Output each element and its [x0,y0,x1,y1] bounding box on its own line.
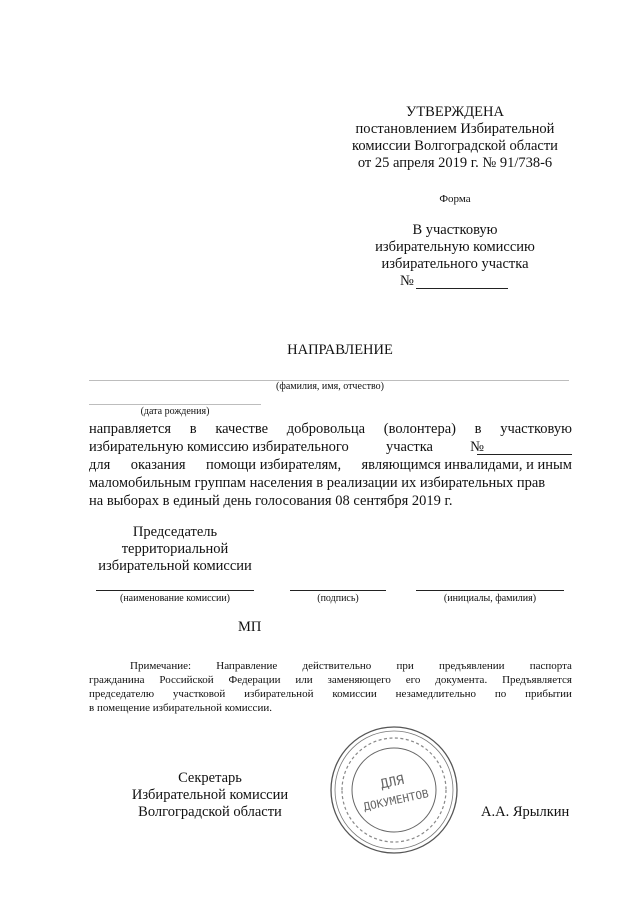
initials-caption: (инициалы, фамилия) [443,593,537,604]
signature-caption: (подпись) [317,593,359,604]
note-word: при [396,660,414,672]
secretary-line1: Секретарь [178,770,242,786]
signature-line [290,590,386,591]
birth-date-line [89,404,261,405]
addressee-line1: В участковую [412,222,498,238]
note-word: его [405,674,421,686]
secretary-line3: Волгоградской области [138,804,282,820]
commission-name-line [96,590,254,591]
body-word: № [470,439,484,455]
body-line5: на выборах в единый день голосования 08 сентября 2019 г. [89,493,453,509]
body-word: добровольца [286,421,366,437]
birth-date-caption: (дата рождения) [140,406,210,417]
body-word: в [189,421,197,437]
body-line1 [89,421,572,438]
chairman-line2: территориальной [121,541,229,557]
note-line2 [89,674,572,687]
note-word: предъявлении [438,660,505,672]
stamp-text-1: ДЛЯ [379,772,406,793]
note-line1 [130,660,572,673]
note-word: Направление [216,660,278,672]
body-word: участковую [500,421,572,437]
initials-line [416,590,564,591]
note-word: по [494,688,507,700]
note-word: или [295,674,313,686]
note-word: заменяющего [327,674,391,686]
body-line3 [89,457,572,474]
chairman-line3: избирательной комиссии [98,558,252,574]
note-word: паспорта [529,660,572,672]
secretary-line2: Избирательной комиссии [131,787,289,803]
form-label: Форма [439,193,471,205]
body-word: для [89,457,111,473]
stamp-text-2: ДОКУМЕНТОВ [362,787,430,814]
chairman-line1: Председатель [132,524,218,540]
note-word: документа. [435,674,488,686]
body-word: избирательную комиссию избирательного [89,439,349,455]
body-word: качестве [215,421,269,437]
secretary-name: А.А. Ярылкин [481,804,570,820]
body-word: направляется [89,421,172,437]
document-title: НАПРАВЛЕНИЕ [287,342,393,358]
approval-line2: комиссии Волгоградской области [352,138,558,154]
note-word: Федерации [228,674,281,686]
body-word: (волонтера) [383,421,456,437]
fio-caption: (фамилия, имя, отчество) [276,381,384,392]
note-word: Предъявляется [502,674,572,686]
body-line2 [89,439,484,456]
addressee-number-prefix: № [400,273,414,289]
note-line3 [89,688,572,701]
commission-name-caption: (наименование комиссии) [119,593,230,604]
official-stamp [328,724,460,856]
note-word: Российской [159,674,214,686]
note-word: незамедлительно [395,688,477,700]
note-word: председателю [89,688,155,700]
note-word: избирательной [244,688,314,700]
body-word: в [474,421,482,437]
note-word: прибытии [525,688,572,700]
note-line4: в помещение избирательной комиссии. [89,702,272,714]
approval-title: УТВЕРЖДЕНА [406,104,504,120]
mp-mark: МП [238,619,262,635]
addressee-line3: избирательного участка [381,256,529,272]
note-word: комиссии [332,688,377,700]
body-word: помощи избирателям, [205,457,342,473]
body-line4: маломобильным группам населения в реализации их избирательных прав [89,475,546,491]
body-word: оказания [130,457,186,473]
note-word: Примечание: [130,660,192,672]
body-word: являющимся инвалидами, и иным [361,457,572,473]
precinct-number-blank [477,454,572,455]
approval-line1: постановлением Избирательной [355,121,555,137]
addressee-number-blank [416,288,508,289]
approval-line3: от 25 апреля 2019 г. № 91/738-6 [357,155,553,171]
note-word: участковой [172,688,226,700]
note-word: гражданина [89,674,145,686]
note-word: действительно [302,660,372,672]
addressee-line2: избирательную комиссию [375,239,535,255]
body-word: участка [385,439,433,455]
